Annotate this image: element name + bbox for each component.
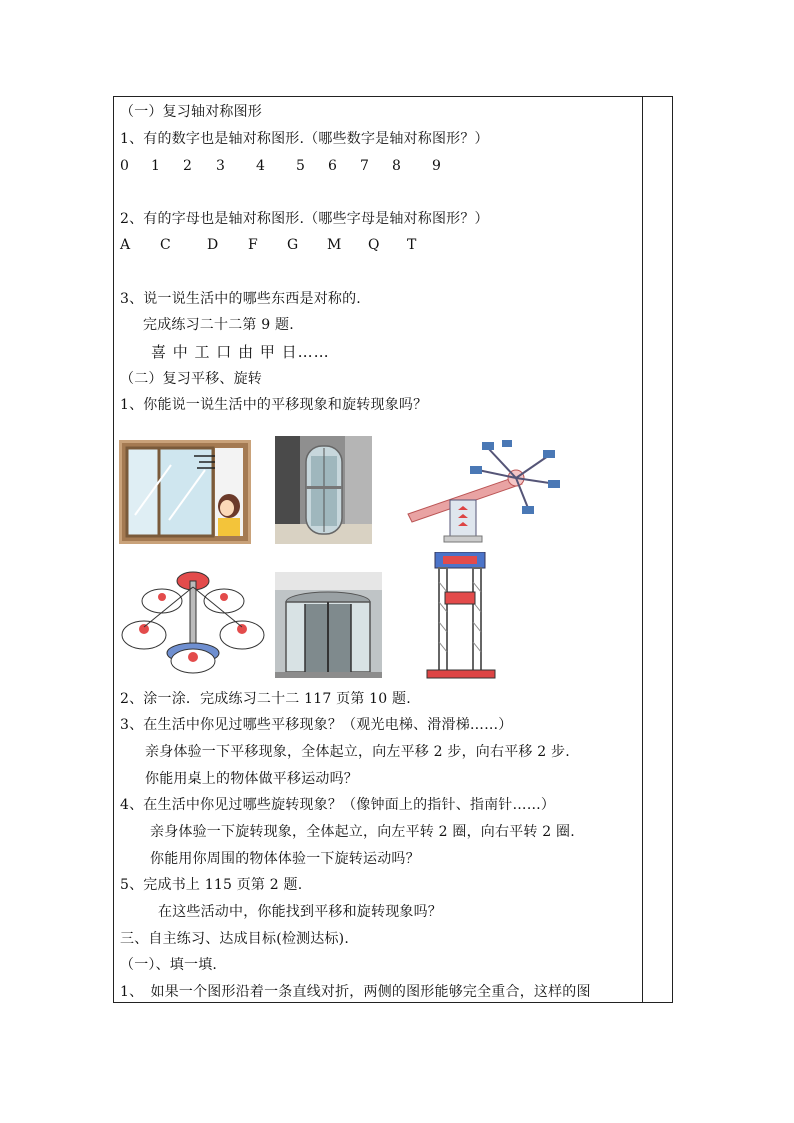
letter: C — [160, 237, 171, 253]
digit: 5 — [296, 158, 306, 174]
revolving-door-image — [275, 572, 382, 678]
digit: 8 — [392, 158, 402, 174]
glass-elevator-image — [275, 436, 372, 544]
swing-ride-image — [398, 436, 560, 546]
drop-tower-image — [421, 552, 501, 679]
digit: 7 — [360, 158, 370, 174]
question-translation-examples: 3、在生活中你见过哪些平移现象？（观光电梯、滑滑梯……） — [120, 717, 513, 733]
question-3-symmetric-objects: 3、说一说生活中的哪些东西是对称的. — [120, 291, 361, 307]
question-2-letters: 2、有的字母也是轴对称图形.（哪些字母是轴对称图形？） — [120, 211, 489, 227]
carousel-planes-image — [118, 557, 268, 677]
question-1-digits: 1、有的数字也是轴对称图形.（哪些数字是轴对称图形？） — [120, 131, 489, 147]
digit: 0 — [120, 158, 130, 174]
letter: D — [207, 237, 219, 253]
book-exercise-question: 在这些活动中，你能找到平移和旋转现象吗？ — [158, 904, 442, 920]
rotation-activity: 亲身体验一下旋转现象，全体起立，向左平转 2 圈，向右平转 2 圈. — [150, 824, 575, 840]
digit: 1 — [151, 158, 161, 174]
letter: A — [120, 237, 131, 253]
section-title-axial-symmetry: （一）复习轴对称图形 — [120, 104, 262, 120]
question-translation-rotation: 1、你能说一说生活中的平移现象和旋转现象吗？ — [120, 397, 428, 413]
digit: 3 — [216, 158, 226, 174]
letter: M — [327, 237, 342, 253]
symmetric-characters: 喜 中 工 口 由 甲 日…… — [151, 343, 330, 361]
sliding-window-image — [119, 440, 251, 544]
letter: Q — [368, 237, 380, 253]
digit: 6 — [328, 158, 338, 174]
digit: 4 — [256, 158, 266, 174]
section-title-translation-rotation: （二）复习平移、旋转 — [120, 371, 262, 387]
letter: T — [407, 237, 417, 253]
digit: 9 — [432, 158, 442, 174]
letter: F — [248, 237, 258, 253]
fill-in-question-1: 1、 如果一个图形沿着一条直线对折，两侧的图形能够完全重合，这样的图 — [120, 984, 591, 1000]
translation-activity: 亲身体验一下平移现象，全体起立，向左平移 2 步，向右平移 2 步. — [145, 744, 570, 760]
fill-in-heading: （一）、填一填. — [120, 957, 218, 973]
question-coloring: 2、涂一涂．完成练习二十二 117 页第 10 题. — [120, 691, 411, 707]
letter: G — [287, 237, 299, 253]
question-rotation-examples: 4、在生活中你见过哪些旋转现象？（像钟面上的指针、指南针……） — [120, 797, 556, 813]
question-3-exercise: 完成练习二十二第 9 题. — [143, 317, 294, 333]
question-book-exercise: 5、完成书上 115 页第 2 题. — [120, 877, 303, 893]
rotation-question: 你能用你周围的物体体验一下旋转运动吗？ — [150, 851, 420, 867]
digit: 2 — [183, 158, 193, 174]
translation-question: 你能用桌上的物体做平移运动吗？ — [145, 771, 358, 787]
table-column-divider — [642, 96, 643, 1003]
section-title-self-practice: 三、自主练习、达成目标(检测达标). — [120, 931, 349, 947]
